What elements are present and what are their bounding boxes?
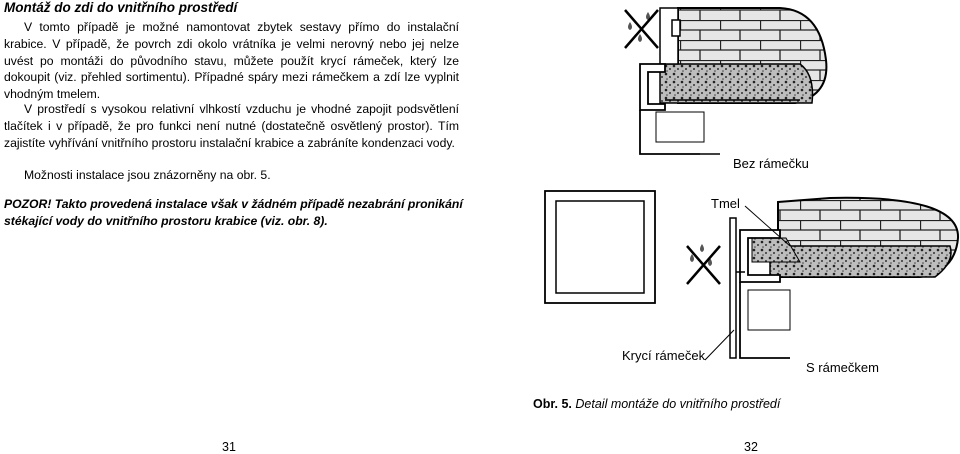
figure-caption xyxy=(533,397,780,411)
section-heading: Montáž do zdi do vnitřního prostředí xyxy=(4,0,238,15)
paragraph-options-text: Možnosti instalace jsou znázorněny na obr. 5. xyxy=(24,168,271,182)
caption-text: Detail montáže do vnitřního prostředí xyxy=(575,397,781,411)
paragraph-mounting-text: V tomto případě je možné namontovat zbytek sestavy přímo do instalační krabice. V případě, že povrch zdi okolo vrátníka je velmi nerovný nebo jej nelze uvést po montáži do původního stavu, můžete použít krycí rámeček, který lze dokoupit (viz. přehled sortimentu). Případné spáry mezi rámečkem a zdí lze vyplnit vhodným tmelem. xyxy=(4,20,459,102)
diagram-with-frame xyxy=(705,198,958,360)
label-cover-frame: Krycí rámeček xyxy=(622,348,706,363)
label-with-frame: S rámečkem xyxy=(806,360,879,375)
no-water-icon xyxy=(625,10,658,48)
frame-illustration xyxy=(545,191,655,303)
page-number-left: 31 xyxy=(222,440,236,454)
page-number-right: 32 xyxy=(744,440,758,454)
caption-prefix: Obr. 5. xyxy=(533,397,572,411)
no-water-icon-2 xyxy=(687,244,720,284)
warning-text: POZOR! Takto provedená instalace však v žádném případě nezabrání pronikání stékající vody do vnitřního prostoru krabice (viz. obr. 8). xyxy=(4,197,463,228)
label-sealant: Tmel xyxy=(711,196,740,211)
diagram-without-frame xyxy=(640,8,826,154)
label-without-frame: Bez rámečku xyxy=(733,156,809,171)
paragraph-humidity-text: V prostředí s vysokou relativní vlhkostí vzduchu je vhodné zapojit podsvětlení tlačítek i v případě, že pro funkci není nutné (dostatečně osvětlený prostor). Tím zajistíte vyhřívání vnitřního prostoru instalační krabice a zabráníte kondenzaci vody. xyxy=(4,102,459,150)
